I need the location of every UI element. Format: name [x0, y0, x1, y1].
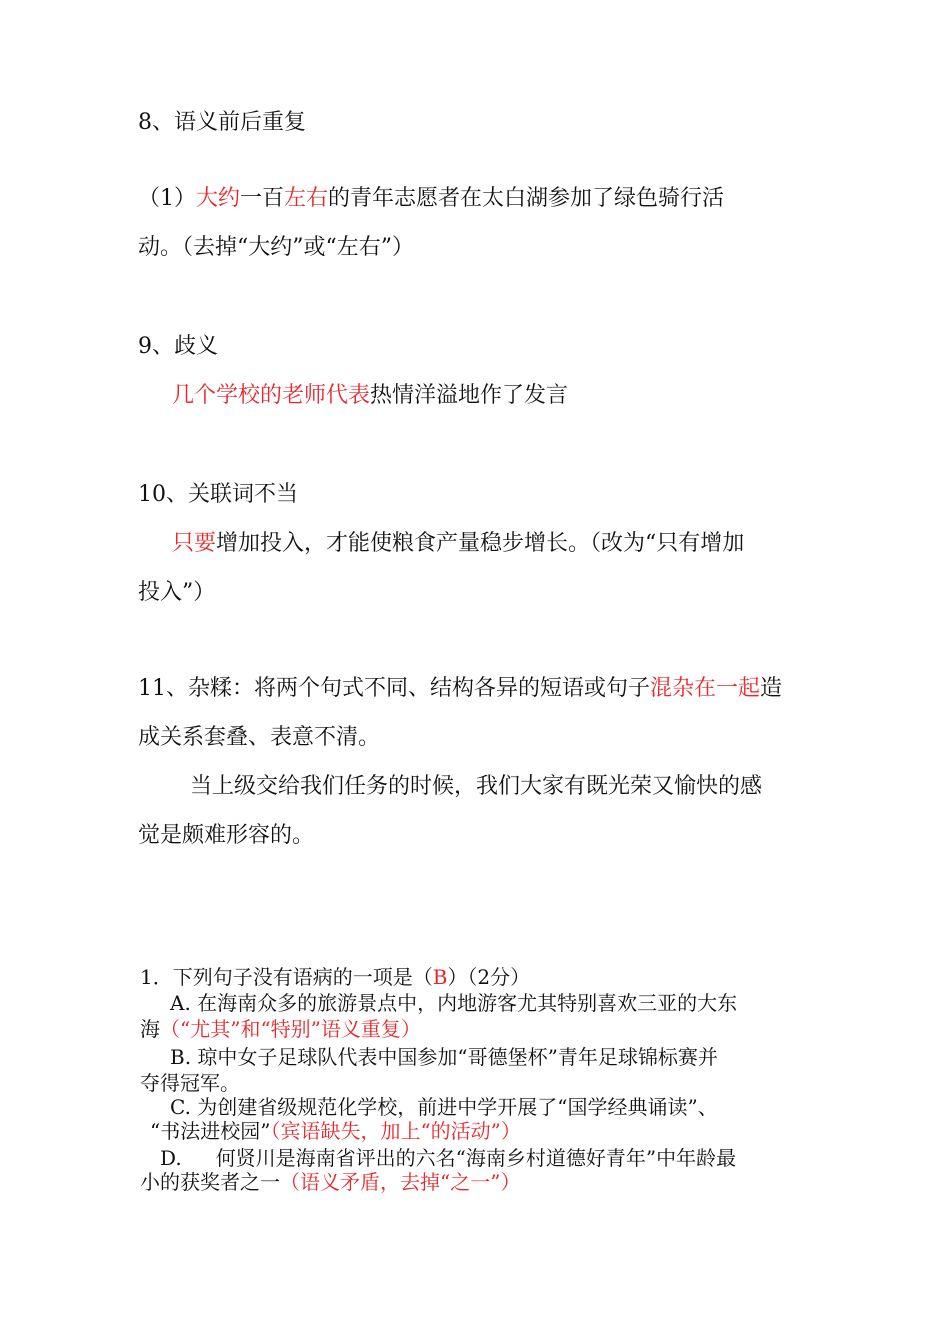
option-d-note: （语义矛盾，去掉“之一”）: [280, 1170, 521, 1194]
option-d-label: D.: [160, 1146, 182, 1170]
example-text: 一百: [240, 186, 285, 211]
highlight-conjunction: 只要: [172, 531, 217, 556]
example-number: （1）: [138, 186, 196, 211]
option-text: 何贤川是海南省评出的六名“海南乡村道德好青年”中年龄最: [215, 1146, 737, 1170]
section-8-example-line2: 动。（去掉“大约”或“左右”）: [138, 235, 414, 260]
section-9-heading: 9、歧义: [138, 334, 218, 359]
option-c-line2: [150, 1118, 521, 1144]
option-a-note: （“尤其”和“特别”语义重复）: [160, 1017, 421, 1041]
option-d-line2: [140, 1169, 520, 1195]
section-11-heading-line1: [138, 674, 782, 704]
section-11-example-line1: 当上级交给我们任务的时候，我们大家有既光荣又愉快的感: [190, 774, 763, 799]
section-8-example-line1: [138, 184, 724, 214]
question-answer: B: [432, 965, 448, 989]
option-text: 海: [140, 1017, 160, 1041]
stem-text: ）（2分）: [447, 965, 531, 989]
highlight-redundant-2: 左右: [284, 186, 329, 211]
section-9-example: [172, 381, 568, 411]
section-10-example-line2: 投入”）: [138, 580, 216, 605]
option-text: “书法进校园”: [150, 1119, 271, 1143]
section-11-example-line2: 觉是颇难形容的。: [138, 823, 315, 848]
stem-text: 1．下列句子没有语病的一项是（: [140, 965, 433, 989]
highlight-redundant-1: 大约: [196, 186, 241, 211]
section-8-heading: 8、语义前后重复: [138, 110, 306, 135]
option-c-note: （宾语缺失，加上“的活动”）: [270, 1119, 521, 1143]
example-text: 热情洋溢地作了发言: [370, 383, 569, 408]
section-11-heading-line2: 成关系套叠、表意不清。: [138, 725, 381, 750]
highlight-ambiguous: 几个学校的老师代表: [172, 383, 371, 408]
option-b-line1: B. 琼中女子足球队代表中国参加“哥德堡杯”青年足球锦标赛并: [170, 1045, 718, 1069]
option-a-line1: A. 在海南众多的旅游景点中，内地游客尤其特别喜欢三亚的大东: [170, 991, 738, 1015]
highlight-mixed: 混杂在一起: [650, 676, 761, 701]
heading-text: 11、杂糅：将两个句式不同、结构各异的短语或句子: [138, 676, 650, 701]
section-10-heading: 10、关联词不当: [138, 482, 298, 507]
option-text: 小的获奖者之一: [140, 1170, 280, 1194]
option-a-line2: [140, 1016, 421, 1042]
option-c-line1: C. 为创建省级规范化学校，前进中学开展了“国学经典诵读”、: [170, 1095, 718, 1119]
option-d-line1: [160, 1145, 736, 1171]
example-text: 增加投入，才能使粮食产量稳步增长。（改为“只有增加: [216, 531, 745, 556]
heading-text: 造: [760, 676, 783, 701]
section-10-example-line1: [172, 529, 744, 559]
example-text: 的青年志愿者在太白湖参加了绿色骑行活: [328, 186, 725, 211]
option-b-line2: 夺得冠军。: [140, 1071, 240, 1095]
question-stem: [140, 964, 530, 990]
